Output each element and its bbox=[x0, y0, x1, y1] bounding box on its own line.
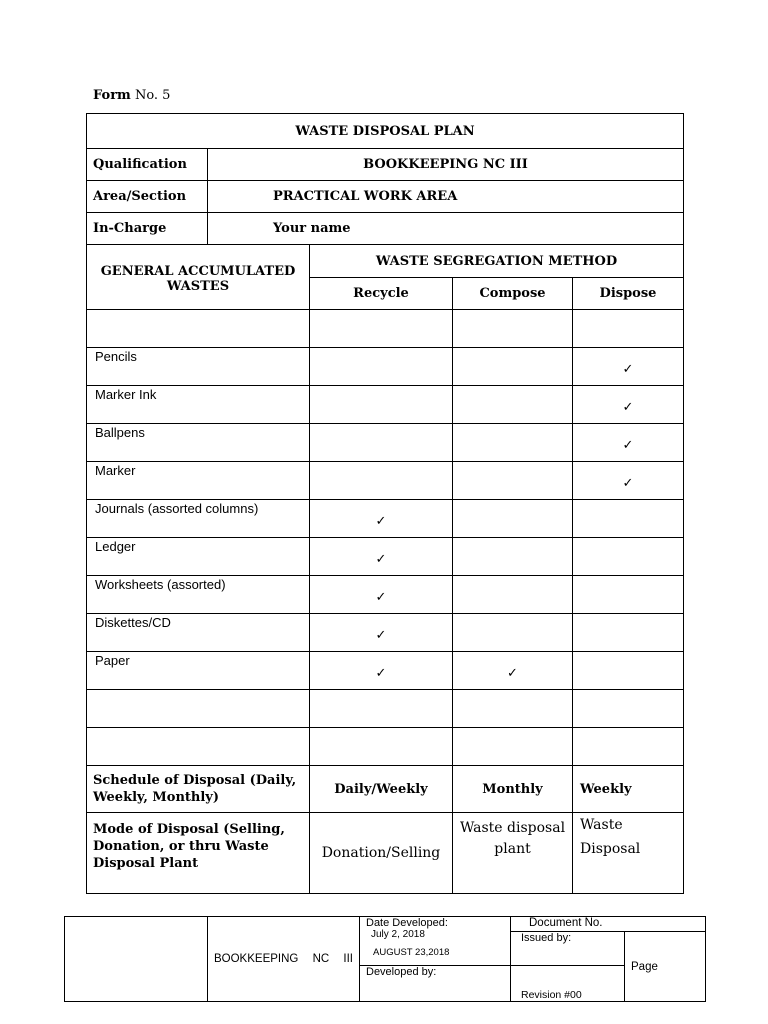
compose-check bbox=[453, 348, 573, 386]
recycle-check: ✓ bbox=[310, 614, 453, 652]
table-row bbox=[87, 462, 684, 500]
dispose-check bbox=[573, 728, 684, 766]
schedule-recycle: Daily/Weekly bbox=[310, 766, 453, 813]
mode-dispose: Waste Disposal bbox=[573, 813, 684, 894]
qualification-value: BOOKKEEPING NC III bbox=[208, 149, 684, 181]
table-row bbox=[87, 348, 684, 386]
developed-by-label: Developed by: bbox=[360, 966, 511, 1002]
schedule-label: Schedule of Disposal (Daily, Weekly, Monthly) bbox=[87, 766, 310, 813]
dispose-check bbox=[573, 576, 684, 614]
footer-qualification bbox=[208, 917, 360, 1002]
form-label: Form bbox=[93, 88, 131, 103]
mode-label: Mode of Disposal (Selling, Donation, or thru Waste Disposal Plant bbox=[87, 813, 310, 894]
issued-by-label: Issued by: bbox=[511, 932, 625, 966]
recycle-check bbox=[310, 690, 453, 728]
recycle-check bbox=[310, 424, 453, 462]
waste-item bbox=[87, 728, 310, 766]
footer-qualification-text: BOOKKEEPING NC III bbox=[214, 953, 353, 965]
dispose-check bbox=[573, 500, 684, 538]
dispose-check: ✓ bbox=[573, 348, 684, 386]
revision-label: Revision #00 bbox=[511, 966, 625, 1002]
area-label: Area/Section bbox=[87, 181, 208, 213]
dispose-check bbox=[573, 690, 684, 728]
compose-check bbox=[453, 538, 573, 576]
compose-check bbox=[453, 728, 573, 766]
table-row bbox=[87, 538, 684, 576]
plan-title: WASTE DISPOSAL PLAN bbox=[87, 114, 684, 149]
table-row bbox=[87, 614, 684, 652]
recycle-check: ✓ bbox=[310, 538, 453, 576]
table-row bbox=[87, 652, 684, 690]
compose-check bbox=[453, 576, 573, 614]
table-row bbox=[87, 424, 684, 462]
waste-item: Ballpens bbox=[87, 424, 310, 462]
schedule-row bbox=[87, 766, 684, 813]
table-row bbox=[87, 690, 684, 728]
compose-header: Compose bbox=[453, 278, 573, 310]
form-number-value: No. 5 bbox=[134, 88, 171, 103]
table-row bbox=[87, 500, 684, 538]
waste-item: Marker bbox=[87, 462, 310, 500]
document-number-label: Document No. bbox=[511, 917, 706, 932]
compose-check bbox=[453, 386, 573, 424]
date-developed-label: Date Developed: bbox=[366, 917, 448, 929]
waste-item: Marker Ink bbox=[87, 386, 310, 424]
dispose-check bbox=[573, 652, 684, 690]
dispose-check bbox=[573, 614, 684, 652]
waste-item: Diskettes/CD bbox=[87, 614, 310, 652]
schedule-compose: Monthly bbox=[453, 766, 573, 813]
incharge-label: In-Charge bbox=[87, 213, 208, 245]
mode-compose: Waste disposal plant bbox=[453, 813, 573, 894]
document-footer bbox=[64, 916, 706, 1002]
area-value: PRACTICAL WORK AREA bbox=[208, 181, 684, 213]
dispose-check: ✓ bbox=[573, 462, 684, 500]
incharge-value: Your name bbox=[208, 213, 684, 245]
waste-item bbox=[87, 310, 310, 348]
date-developed-value: July 2, 2018 bbox=[371, 929, 425, 940]
segregation-method-header: WASTE SEGREGATION METHOD bbox=[310, 245, 684, 278]
waste-disposal-table bbox=[86, 113, 684, 894]
compose-check bbox=[453, 614, 573, 652]
dispose-check: ✓ bbox=[573, 386, 684, 424]
compose-check bbox=[453, 690, 573, 728]
table-row bbox=[87, 310, 684, 348]
schedule-dispose: Weekly bbox=[573, 766, 684, 813]
mode-row bbox=[87, 813, 684, 894]
mode-recycle: Donation/Selling bbox=[310, 813, 453, 894]
qualification-label: Qualification bbox=[87, 149, 208, 181]
table-row bbox=[87, 728, 684, 766]
recycle-check bbox=[310, 348, 453, 386]
waste-item: Journals (assorted columns) bbox=[87, 500, 310, 538]
dispose-header: Dispose bbox=[573, 278, 684, 310]
date-revised-value: AUGUST 23,2018 bbox=[373, 947, 450, 958]
table-row bbox=[87, 386, 684, 424]
waste-item bbox=[87, 690, 310, 728]
table-row bbox=[87, 576, 684, 614]
form-number bbox=[93, 88, 170, 103]
compose-check bbox=[453, 424, 573, 462]
recycle-header: Recycle bbox=[310, 278, 453, 310]
recycle-check: ✓ bbox=[310, 500, 453, 538]
compose-check bbox=[453, 500, 573, 538]
waste-item: Pencils bbox=[87, 348, 310, 386]
footer-date-developed bbox=[360, 917, 511, 966]
recycle-check: ✓ bbox=[310, 576, 453, 614]
recycle-check: ✓ bbox=[310, 652, 453, 690]
dispose-check: ✓ bbox=[573, 424, 684, 462]
dispose-check bbox=[573, 538, 684, 576]
recycle-check bbox=[310, 386, 453, 424]
recycle-check bbox=[310, 728, 453, 766]
page-label: Page bbox=[625, 932, 706, 1002]
waste-item: Worksheets (assorted) bbox=[87, 576, 310, 614]
compose-check bbox=[453, 310, 573, 348]
footer-logo-cell bbox=[65, 917, 208, 1002]
waste-item: Paper bbox=[87, 652, 310, 690]
general-wastes-header: GENERAL ACCUMULATED WASTES bbox=[87, 245, 310, 310]
dispose-check bbox=[573, 310, 684, 348]
compose-check: ✓ bbox=[453, 652, 573, 690]
waste-item: Ledger bbox=[87, 538, 310, 576]
compose-check bbox=[453, 462, 573, 500]
recycle-check bbox=[310, 462, 453, 500]
recycle-check bbox=[310, 310, 453, 348]
